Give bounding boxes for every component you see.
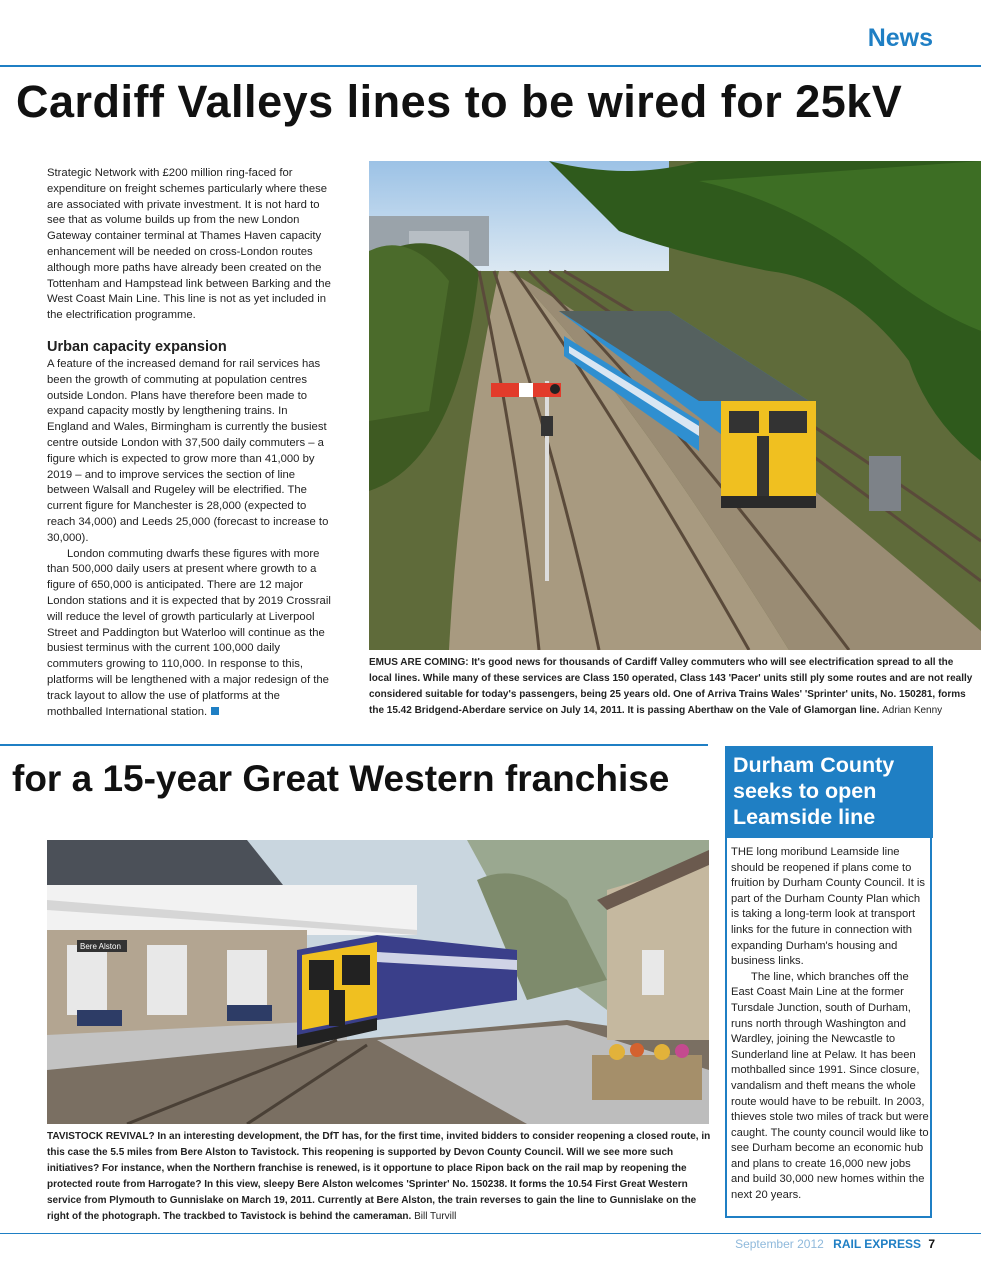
photo2-credit: Bill Turvill	[414, 1211, 457, 1222]
photo-cardiff-train-illustration	[369, 161, 981, 650]
sidebar-title: Durham County seeks to open Leamside line	[725, 746, 933, 838]
sidebar-text	[731, 845, 929, 1204]
bottom-rule	[0, 1233, 981, 1234]
left-paragraph-3: London commuting dwarfs these figures with more than 500,000 daily users at present where growth to a figure of 650,000 is anticipated. There are 12 major London stations and it is expected that by 2019 Crossrail will reduce the level of growth particularly at Liverpool Street and Paddington but Waterloo will continue as the busiest terminus with the current 100,000 daily commuters growing to 110,000. In response to this, platforms will be lengthened with a major redesign of the track layout to allow the use of platforms at the mothballed International station.	[47, 547, 331, 718]
page-footer	[735, 1237, 935, 1251]
end-mark-icon	[211, 707, 219, 715]
headline-great-western: for a 15-year Great Western franchise	[12, 758, 670, 799]
footer-magazine: RAIL EXPRESS	[833, 1237, 921, 1251]
photo1-caption-text: EMUS ARE COMING: It's good news for thousands of Cardiff Valley commuters who will see electrification spread to all the local lines. While many of these services are Class 150 operated, Class 143 'Pacer' units still ply some routes and are not really considered suitable for today's passengers, being 25 years old. One of Arriva Trains Wales' 'Sprinter' units, No. 150281, forms the 15.42 Bridgend-Aberdare service on July 14, 2011. It is passing Aberthaw on the Vale of Glamorgan line.	[369, 657, 973, 716]
subhead-urban-capacity: Urban capacity expansion	[47, 338, 227, 355]
photo2-caption	[47, 1129, 712, 1225]
headline: Cardiff Valleys lines to be wired for 25kV	[16, 76, 903, 127]
photo-cardiff-train	[369, 161, 981, 650]
photo-bere-alston	[47, 840, 709, 1124]
sidebar-paragraph-1: THE long moribund Leamside line should be reopened if plans come to fruition by Durham County Council. It is part of the Durham County Plan which is taking a long-term look at transport links for the future in connection with expanding Durham's housing and business links.	[731, 846, 925, 968]
photo1-credit: Adrian Kenny	[882, 705, 943, 716]
footer-month: September 2012	[735, 1237, 824, 1251]
mid-rule	[0, 744, 708, 746]
photo2-caption-text: TAVISTOCK REVIVAL? In an interesting development, the DfT has, for the first time, invited bidders to consider reopening a closed route, in this case the 5.5 miles from Bere Alston to Tavistock. This reopening is supported by Devon County Council. Will we see more such initiatives? For instance, when the Northern franchise is renewed, is it opportune to place Ripon back on the rail map by reopening the protected route from Harrogate? In this view, sleepy Bere Alston welcomes 'Sprinter' No. 150238. It forms the 10.54 First Great Western service from Plymouth to Gunnislake on March 19, 2011. Currently at Bere Alston, the train reverses to gain the line to Gunnislake on the right of the photograph. The trackbed to Tavistock is behind the cameraman.	[47, 1131, 711, 1222]
left-paragraph-1: Strategic Network with £200 million ring-faced for expenditure on freight schemes particularly where these are associated with private investment. It is not hard to see that as volume builds up from the new London Gateway container terminal at Thames Haven capacity enhancement will be needed on cross-London routes although more paths have already been created on the Tottenham and Hampstead link between Barking and the West Coast Main Line. This line is not as yet included in the electrification programme.	[47, 167, 331, 322]
photo-bere-alston-illustration	[47, 840, 709, 1124]
photo1-caption	[369, 655, 974, 719]
left-paragraph-2: A feature of the increased demand for rail services has been the growth of commuting at population centres outside London. Plans have therefore been made to expand capacity mostly by lengthening trains. In England and Wales, Birmingham is currently the busiest centre outside London with 37,500 daily commuters – a figure which is expected to grow more than 41,000 by 2019 – and to improve services the section of line between Walsall and Rugeley will be electrified. The current figure for Manchester is 28,000 (expected to reach 34,000) and Leeds 25,000 (forecast to increase to 30,000).	[47, 357, 329, 544]
footer-page-number: 7	[928, 1237, 935, 1251]
station-sign: Bere Alston	[80, 942, 121, 951]
top-rule	[0, 65, 981, 67]
sidebar-paragraph-2: The line, which branches off the East Coast Main Line at the former Tursdale Junction, south of Durham, runs north through Washington and Wardley, joining the Newcastle to Sunderland line at Pelaw. It has been mothballed since 1991. Since closure, vandalism and theft means the whole route would have to be rebuilt. In 2003, thieves stole two miles of track but were caught. The county council would like to see Durham become an economic hub and plans to create 16,000 new jobs and build 30,000 new homes within the next 20 years.	[731, 970, 929, 1202]
left-column-text	[47, 166, 332, 720]
section-label: News	[867, 24, 933, 52]
